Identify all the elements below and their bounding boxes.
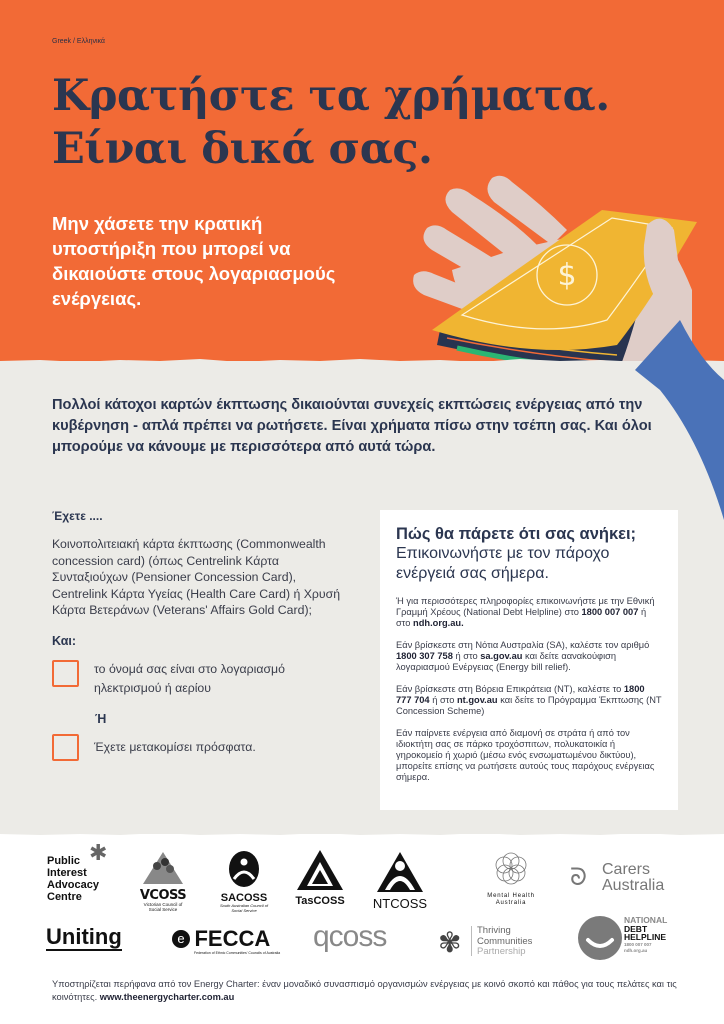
footer-link[interactable]: www.theenergycharter.com.au <box>99 992 235 1002</box>
text: Ή για περισσότερες πληροφορίες επικοινωνήστε με την Εθνική Γραμμή Χρέους (National Debt Helpline) στο <box>396 596 655 617</box>
text: ή στο <box>429 695 457 705</box>
underline <box>46 949 122 951</box>
logo-subtext: South Australian Council of Social Service <box>219 903 269 913</box>
tascoss-icon <box>297 850 343 890</box>
tcp-knot-icon: ✾ <box>438 927 462 958</box>
text: και δείτε ααναkούφιση λογαριασμού Ενέργειας (Energy bill relief). <box>396 651 617 672</box>
option-2-text: Έχετε μετακομίσει πρόσφατα. <box>94 739 256 754</box>
asterisk-icon: ✱ <box>89 840 108 865</box>
logo-text: NATIONAL <box>624 915 668 925</box>
checkbox-account-name[interactable] <box>52 660 79 687</box>
text: και δείτε το Πρόγραμμα Έκπτωσης (NT Concession Scheme) <box>396 695 662 716</box>
logo-subtext: Federation of Ethnic Communities' Councils of Australia <box>194 951 281 955</box>
sacoss-icon <box>226 851 262 887</box>
logo-text: ndh.org.au <box>624 947 648 953</box>
info-box <box>380 510 678 810</box>
logo-text: Carers <box>602 861 651 878</box>
have-text: Κοινοπολιτειακή κάρτα έκπτωσης (Commonwealth concession card) (όπως Centrelink Κάρτα Συνταξιούχων (Pensioner Concession Card), Centrelink Κάρτα Υγείας (Health Care Card) ή Χρυσή Κάρτα Βετεράνων (Veterans' Affairs Gold Card); <box>52 537 341 617</box>
link-nt[interactable]: nt.gov.au <box>456 695 498 705</box>
info-subheading: Επικοινωνήστε με τον πάροχο ενέργειά σας σήμερα. <box>396 545 610 582</box>
logo-text: Centre <box>47 891 82 903</box>
info-paragraph-ndh <box>396 596 662 629</box>
info-paragraph-embedded: Εάν παίρνετε ενέργεια από διαμονή σε στράτα ή από τον ιδιοκτήτη σας σε πάρκο τροχόσπιτων, πολυκατοικία ή γηροκομείο ή χωριό (μέσω ενός ενσωματωμένου δικτύου), μπορείτε επίσης να ρωτήσετε αυτούς τους παρόχους ενέργειας σήμερα. <box>396 728 655 782</box>
svg-text:$: $ <box>557 258 577 293</box>
phone-nt[interactable]: 1800 777 704 <box>396 684 645 705</box>
text: ή στο <box>396 607 647 628</box>
or-label: Ή <box>95 711 107 726</box>
eligibility-section <box>52 509 352 761</box>
logo-uniting <box>46 926 122 951</box>
logo-text: Australia <box>602 877 665 894</box>
link-sa[interactable]: sa.gov.au <box>480 651 523 661</box>
logo-text: Mental Health Australia <box>487 893 535 906</box>
logo-national-debt-helpline <box>578 916 667 953</box>
footer-statement: Υποστηρίζεται περήφανα από τον Energy Charter: έναν μοναδικό συνασπισμό οργανισμών ενέργειας με κοινό σκοπό και πάθος για τους πελάτες και τις κοινότητες. <box>52 979 677 1002</box>
logo-text: HELPLINE <box>624 932 667 942</box>
have-title: Έχετε .... <box>52 509 103 523</box>
checklist-item-1 <box>52 660 352 698</box>
phone-sa[interactable]: 1800 307 758 <box>396 651 453 661</box>
logo-text: VCOSS <box>139 888 187 903</box>
logo-text: Thriving <box>477 925 511 936</box>
logo-text: NTCOSS <box>372 896 428 911</box>
logo-text: SACOSS <box>220 892 268 904</box>
logo-piac <box>47 840 108 903</box>
logo-carers-australia <box>570 862 664 894</box>
option-1-text: το όνομά σας είναι στο λογαριασμό ηλεκτρισμού ή αερίου <box>94 661 285 695</box>
flower-of-life-icon <box>491 848 531 888</box>
footer-text <box>52 978 692 1004</box>
text: Εάν βρίσκεστε στη Νότια Αυστραλία (SA), καλέστε τον αριθμό <box>396 640 650 650</box>
logo-text: TasCOSS <box>295 895 345 907</box>
logo-text: 1800 007 007 <box>624 941 652 947</box>
subtitle: Μην χάσετε την κρατική υποστήριξη που μπορεί να δικαιούστε στους λογαριασμούς ενέργειας. <box>52 213 336 309</box>
logo-text: Interest <box>47 867 87 879</box>
info-paragraph-nt <box>396 684 662 717</box>
link-ndh[interactable]: ndh.org.au. <box>413 618 464 628</box>
checklist-item-2 <box>52 734 352 761</box>
info-heading: Πώς θα πάρετε ότι σας ανήκει; <box>396 525 637 543</box>
checkbox-moved-recently[interactable] <box>52 734 79 761</box>
logo-mental-health-australia <box>478 848 544 907</box>
text: Εάν βρίσκεστε στη Βόρεια Επικράτεια (NT), καλέστε το <box>396 684 624 694</box>
language-label: Greek / Ελληνικά <box>52 38 105 45</box>
vcoss-icon <box>143 852 183 884</box>
logo-text: Partnership <box>477 946 526 957</box>
logo-text: Communities <box>477 935 533 947</box>
logo-fecca <box>172 928 280 955</box>
ntcoss-icon <box>377 852 423 892</box>
logo-thriving-communities <box>438 926 532 958</box>
title-line-1: Κρατήστε τα χρήματα. <box>52 71 610 121</box>
logo-tascoss <box>292 850 348 907</box>
title-line-2: Είναι δικά σας. <box>52 124 433 174</box>
divider <box>471 926 472 956</box>
logo-text: qcoss <box>313 920 387 953</box>
text: ή στο <box>452 651 481 661</box>
logo-subtext: Victorian Council of Social Service <box>143 902 183 912</box>
intro-paragraph: Πολλοί κάτοχοι καρτών έκπτωσης δικαιούνται συνεχείς εκπτώσεις ενέργειας από την κυβέρνηση - απλά πρέπει να ρωτήσετε. Είναι χρήματα πίσω στην τσέπη σας. Και όλοι μπορούμε να κάνουμε με περισσότερα από αυτά τώρα. <box>52 397 652 455</box>
logo-text: Advocacy <box>47 879 99 891</box>
logo-text: Public <box>47 855 81 867</box>
phone-ndh[interactable]: 1800 007 007 <box>581 607 639 617</box>
fecca-icon: e <box>172 930 190 948</box>
logo-ntcoss <box>369 852 431 910</box>
logo-text: FECCA <box>194 926 271 951</box>
logo-text: DEBT <box>624 923 648 934</box>
logo-vcoss <box>138 852 188 912</box>
carers-icon: ᘐ <box>570 864 587 891</box>
partner-logos <box>0 838 724 968</box>
logo-text: Uniting <box>46 924 122 949</box>
and-title: Και: <box>52 633 77 648</box>
logo-qcoss <box>313 922 386 952</box>
logo-sacoss <box>218 851 270 913</box>
torn-edge-divider-bottom <box>0 830 724 838</box>
info-paragraph-sa <box>396 640 662 673</box>
smile-phone-icon <box>578 916 622 960</box>
hero-banner <box>0 0 724 362</box>
